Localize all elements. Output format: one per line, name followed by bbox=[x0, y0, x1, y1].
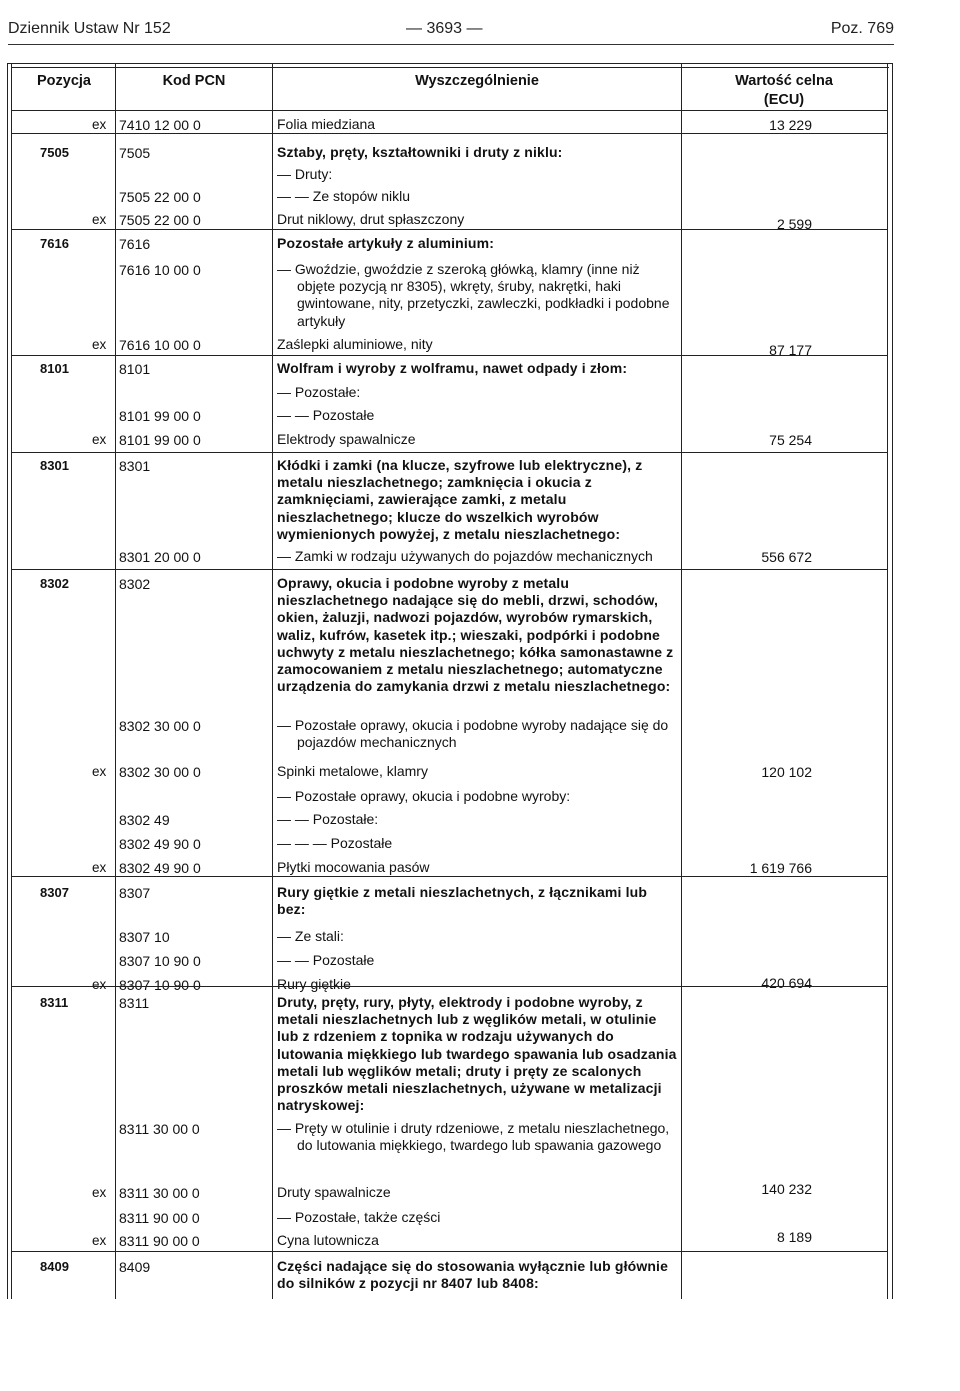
col-divider bbox=[115, 64, 116, 1299]
item-description: Zaślepki aluminiowe, nity bbox=[277, 336, 433, 352]
pcn-code: 7616 10 00 0 bbox=[119, 337, 201, 353]
position-number: 8302 bbox=[40, 576, 69, 591]
pcn-code: 8302 49 90 0 bbox=[119, 860, 201, 876]
pcn-code: 8307 10 90 0 bbox=[119, 977, 201, 993]
position-number: 8101 bbox=[40, 361, 69, 376]
item-description: — Pręty w otulinie i druty rdzeniowe, z metalu nieszlachetnego, do lutowania miękkiego, twardego lub spawania gazowego bbox=[277, 1120, 670, 1154]
tariff-table bbox=[7, 63, 893, 1299]
col-divider bbox=[681, 64, 682, 1299]
row-divider bbox=[11, 569, 887, 570]
heading-description: Części nadające się do stosowania wyłącznie lub głównie do silników z pozycji nr 8407 lub 8408: bbox=[277, 1258, 669, 1292]
row-divider bbox=[11, 1251, 887, 1252]
row-divider bbox=[11, 452, 887, 453]
col-divider bbox=[272, 64, 273, 1299]
pcn-code: 8311 bbox=[119, 995, 150, 1011]
item-description: — Druty: bbox=[277, 166, 333, 182]
journal-title: Dziennik Ustaw Nr 152 bbox=[8, 20, 171, 37]
heading-description: Oprawy, okucia i podobne wyroby z metalu nieszlachetnego nadające się do mebli, drzwi, schodów, okien, żaluzji, nadwozi pojazdów, wyrobów rymarskich, waliz, kufrów, kasetek itp.; wieszaki, podpórki i podobne uchwyty z metalu nieszlachetnego; kółka samonastawne z zamocowaniem z metalu nieszlachetnego; automatyczne urządzenia do zamykania drzwi z metalu nieszlachetnego: bbox=[277, 575, 674, 695]
item-description: Druty spawalnicze bbox=[277, 1184, 391, 1200]
item-description: — — Pozostałe: bbox=[277, 811, 379, 827]
customs-value: 1 619 766 bbox=[749, 860, 812, 876]
item-description: — — — Pozostałe bbox=[277, 835, 393, 851]
row-divider bbox=[11, 355, 887, 356]
position-number: 8409 bbox=[40, 1259, 69, 1274]
pcn-code: 7616 bbox=[119, 236, 151, 252]
item-description: Spinki metalowe, klamry bbox=[277, 763, 428, 779]
pcn-code: 8307 10 90 0 bbox=[119, 953, 201, 969]
pcn-code: 8302 30 00 0 bbox=[119, 764, 201, 780]
ex-marker: ex bbox=[92, 860, 107, 875]
item-description: — Pozostałe oprawy, okucia i podobne wyroby: bbox=[277, 788, 571, 804]
customs-value: 75 254 bbox=[769, 432, 812, 448]
page-number: — 3693 — bbox=[406, 20, 483, 37]
item-description: Elektrody spawalnicze bbox=[277, 431, 416, 447]
customs-value: 140 232 bbox=[761, 1181, 812, 1197]
heading-description: Kłódki i zamki (na klucze, szyfrowe lub elektryczne), z metalu nieszlachetnego; zamknięcia i okucia z zamknięciami, zawierające zamki, z metalu nieszlachetnego; klucze do wszelkich wyrobów wymienionych powyżej, z metalu nieszlachetnego: bbox=[277, 457, 643, 542]
pcn-code: 8307 bbox=[119, 885, 151, 901]
col-divider bbox=[887, 64, 888, 1299]
row-divider bbox=[11, 876, 887, 877]
col-divider bbox=[11, 64, 12, 1299]
pcn-code: 8101 99 00 0 bbox=[119, 432, 201, 448]
pcn-code: 8311 30 00 0 bbox=[119, 1185, 200, 1201]
row-divider bbox=[11, 986, 887, 987]
pcn-code: 8101 99 00 0 bbox=[119, 408, 201, 424]
col-header-description: Wyszczególnienie bbox=[415, 73, 539, 89]
page-header bbox=[8, 20, 894, 46]
item-description: Cyna lutownicza bbox=[277, 1232, 379, 1248]
header-rule bbox=[8, 44, 894, 45]
customs-value: 13 229 bbox=[769, 117, 812, 133]
heading-description: Wolfram i wyroby z wolframu, nawet odpady i złom: bbox=[277, 360, 628, 376]
col-header-code: Kod PCN bbox=[162, 73, 226, 89]
pcn-code: 8301 bbox=[119, 458, 151, 474]
item-description: Płytki mocowania pasów bbox=[277, 859, 430, 875]
pcn-code: 7410 12 00 0 bbox=[119, 117, 201, 133]
item-description: — — Pozostałe bbox=[277, 952, 375, 968]
pcn-code: 8302 49 bbox=[119, 812, 170, 828]
header-rule bbox=[11, 110, 887, 111]
pcn-code: 8302 30 00 0 bbox=[119, 718, 201, 734]
pcn-code: 8409 bbox=[119, 1259, 151, 1275]
pcn-code: 8311 30 00 0 bbox=[119, 1121, 200, 1137]
ex-marker: ex bbox=[92, 764, 107, 779]
position-number: 7616 bbox=[40, 236, 69, 251]
position-number: Poz. 769 bbox=[830, 20, 894, 37]
pcn-code: 8311 90 00 0 bbox=[119, 1233, 200, 1249]
item-description: Drut niklowy, drut spłaszczony bbox=[277, 211, 465, 227]
item-description: — Zamki w rodzaju używanych do pojazdów mechanicznych bbox=[277, 548, 653, 564]
customs-value: 87 177 bbox=[769, 342, 812, 358]
heading-description: Pozostałe artykuły z aluminium: bbox=[277, 235, 495, 251]
pcn-code: 7505 bbox=[119, 145, 151, 161]
position-number: 8307 bbox=[40, 885, 69, 900]
ex-marker: ex bbox=[92, 337, 107, 352]
col-header-value-unit: (ECU) bbox=[763, 92, 805, 108]
customs-value: 120 102 bbox=[761, 764, 812, 780]
heading-description: Sztaby, pręty, kształtowniki i druty z niklu: bbox=[277, 144, 563, 160]
customs-value: 556 672 bbox=[761, 549, 812, 565]
pcn-code: 8301 20 00 0 bbox=[119, 549, 201, 565]
pcn-code: 8302 49 90 0 bbox=[119, 836, 201, 852]
item-description: Rury giętkie bbox=[277, 976, 351, 992]
pcn-code: 7616 10 00 0 bbox=[119, 262, 201, 278]
item-description: — — Pozostałe bbox=[277, 407, 375, 423]
item-description: — Pozostałe oprawy, okucia i podobne wyroby nadające się do pojazdów mechanicznych bbox=[277, 717, 669, 751]
ex-marker: ex bbox=[92, 1233, 107, 1248]
ex-marker: ex bbox=[92, 1185, 107, 1200]
row-divider bbox=[11, 133, 887, 134]
pcn-code: 8311 90 00 0 bbox=[119, 1210, 200, 1226]
ex-marker: ex bbox=[92, 977, 107, 992]
ex-marker: ex bbox=[92, 212, 107, 227]
ex-marker: ex bbox=[92, 117, 107, 132]
position-number: 8301 bbox=[40, 458, 69, 473]
pcn-code: 7505 22 00 0 bbox=[119, 189, 201, 205]
customs-value: 2 599 bbox=[776, 216, 812, 232]
pcn-code: 8307 10 bbox=[119, 929, 170, 945]
item-description: — Pozostałe: bbox=[277, 384, 361, 400]
position-number: 7505 bbox=[40, 145, 69, 160]
heading-description: Rury giętkie z metali nieszlachetnych, z łącznikami lub bez: bbox=[277, 884, 648, 918]
pcn-code: 8101 bbox=[119, 361, 151, 377]
customs-value: 8 189 bbox=[776, 1229, 812, 1245]
ex-marker: ex bbox=[92, 432, 107, 447]
item-description: Folia miedziana bbox=[277, 116, 376, 132]
item-description: — Gwoździe, gwoździe z szeroką główką, klamry (inne niż objęte pozycją nr 8305), wkręty, śruby, nakrętki, haki gwintowane, nity, przetyczki, zawleczki, podkładki i podobne artykuły bbox=[277, 261, 670, 329]
customs-value: 420 694 bbox=[761, 975, 812, 991]
item-description: — — Ze stopów niklu bbox=[277, 188, 411, 204]
heading-description: Druty, pręty, rury, płyty, elektrody i podobne wyroby, z metali nieszlachetnych lub z węglików metali, w otulinie lub z rdzeniem z topnika w rodzaju używanych do lutowania miękkiego lub twardego spawania lub osadzania metali lub węglików metali; druty i pręty ze scalonych proszków metali nieszlachetnych, używane w metalizacji natryskowej: bbox=[277, 994, 677, 1114]
pcn-code: 8302 bbox=[119, 576, 151, 592]
col-header-position: Pozycja bbox=[37, 73, 91, 89]
item-description: — Pozostałe, także części bbox=[277, 1209, 441, 1225]
position-number: 8311 bbox=[40, 995, 69, 1010]
item-description: — Ze stali: bbox=[277, 928, 344, 944]
pcn-code: 7505 22 00 0 bbox=[119, 212, 201, 228]
col-header-value: Wartość celna bbox=[735, 73, 833, 89]
row-divider bbox=[11, 229, 887, 230]
